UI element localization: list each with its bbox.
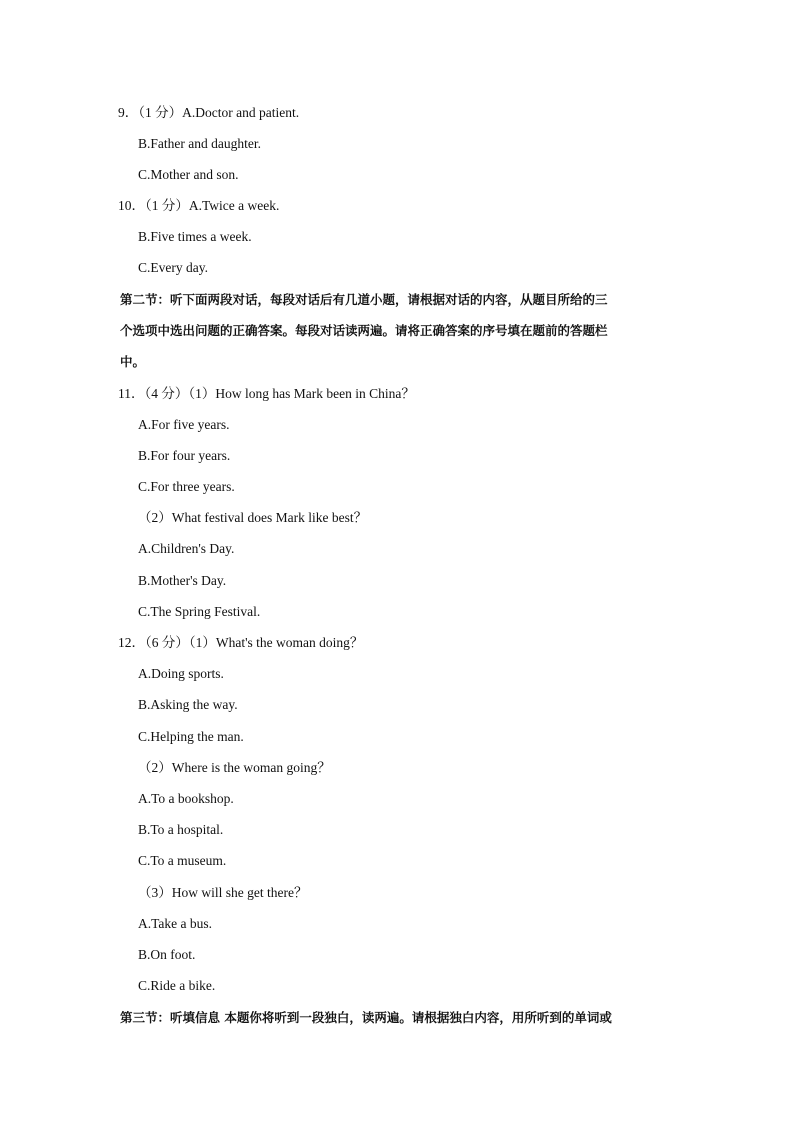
question-12-1-option-c: C.Helping the man. — [138, 729, 244, 744]
section-2-instruction-line-2: 个选项中选出问题的正确答案。每段对话读两遍。请将正确答案的序号填在题前的答题栏 — [120, 323, 608, 338]
section-2-instruction-line-1: 第二节：听下面两段对话，每段对话后有几道小题，请根据对话的内容，从题目所给的三 — [120, 292, 608, 307]
question-11-stem: 11．（4 分）（1）How long has Mark been in China？ — [118, 386, 415, 401]
question-12-3-option-b: B.On foot. — [138, 947, 196, 962]
question-9-option-b: B.Father and daughter. — [138, 136, 261, 151]
section-2-instruction-line-3: 中。 — [120, 354, 146, 369]
question-12-1-option-a: A.Doing sports. — [138, 666, 224, 681]
question-9-stem: 9．（1 分）A.Doctor and patient. — [118, 105, 300, 120]
question-12-1-option-b: B.Asking the way. — [138, 697, 238, 712]
question-11-1-option-b: B.For four years. — [138, 448, 231, 463]
question-11-1-option-c: C.For three years. — [138, 479, 235, 494]
question-11-2-option-c: C.The Spring Festival. — [138, 604, 261, 619]
question-12-2-question: （2）Where is the woman going？ — [138, 760, 331, 775]
question-9-option-c: C.Mother and son. — [138, 167, 239, 182]
question-12-3-question: （3）How will she get there？ — [138, 885, 308, 900]
question-10-option-c: C.Every day. — [138, 260, 208, 275]
question-10-stem: 10．（1 分）A.Twice a week. — [118, 198, 280, 213]
question-11-1-option-a: A.For five years. — [138, 417, 230, 432]
question-10-option-b: B.Five times a week. — [138, 229, 252, 244]
question-11-2-option-b: B.Mother's Day. — [138, 573, 227, 588]
question-12-3-option-c: C.Ride a bike. — [138, 978, 216, 993]
question-12-2-option-a: A.To a bookshop. — [138, 791, 234, 806]
question-12-stem: 12．（6 分）（1）What's the woman doing？ — [118, 635, 364, 650]
question-12-2-option-b: B.To a hospital. — [138, 822, 224, 837]
section-3-instruction-line-1: 第三节：听填信息 本题你将听到一段独白，读两遍。请根据独白内容，用所听到的单词或 — [120, 1010, 612, 1025]
question-12-2-option-c: C.To a museum. — [138, 853, 227, 868]
question-11-2-option-a: A.Children's Day. — [138, 541, 235, 556]
question-12-3-option-a: A.Take a bus. — [138, 916, 213, 931]
question-11-2-question: （2）What festival does Mark like best？ — [138, 510, 368, 525]
